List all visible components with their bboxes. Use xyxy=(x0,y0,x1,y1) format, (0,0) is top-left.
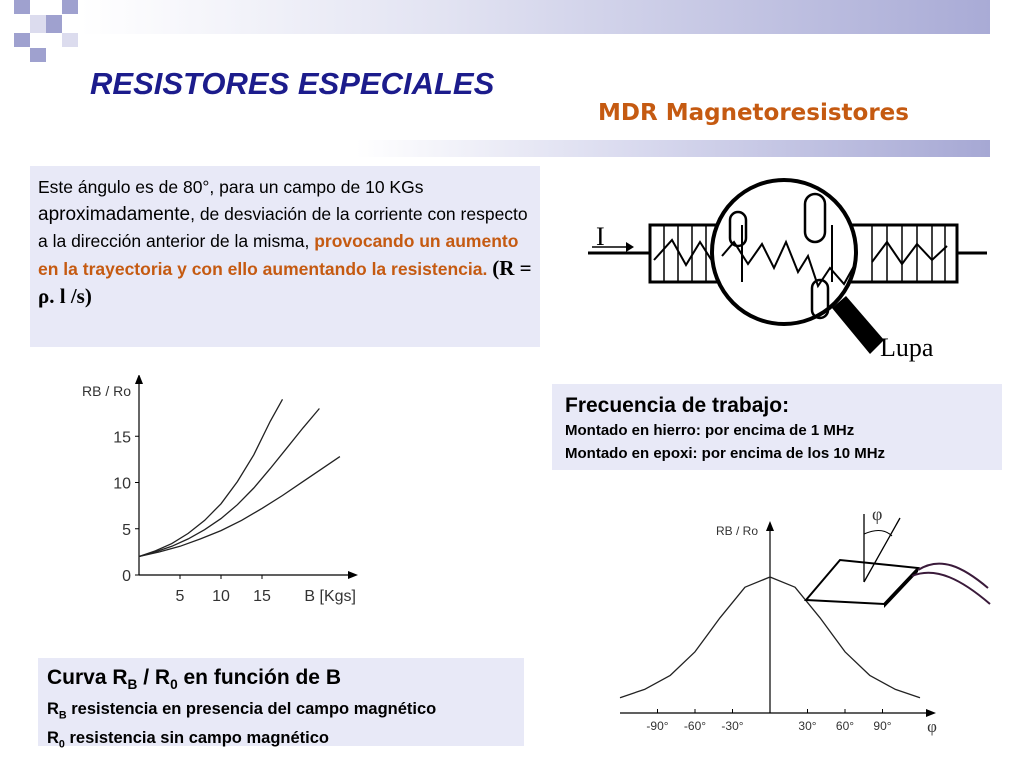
y-axis-arrow xyxy=(135,375,143,384)
current-label: I xyxy=(596,222,605,251)
magnetoresistor-diagram xyxy=(582,160,992,370)
x-axis-arrow xyxy=(348,571,358,579)
frequency-line-iron: Montado en hierro: por encima de 1 MHz xyxy=(565,422,855,439)
rb-vs-angle-chart xyxy=(600,500,1020,745)
curve-caption-heading: Curva $R_B / R_0$ en función de B xyxy=(47,666,341,693)
description-text-large: aproximadamente xyxy=(38,204,191,225)
series-line xyxy=(139,399,283,556)
x-tick-label: -60° xyxy=(683,719,707,733)
header-gradient-bar xyxy=(80,0,990,34)
curve-caption-box xyxy=(38,658,524,751)
frequency-box xyxy=(552,384,1002,470)
resistance-formula: (R = ρ. l /s) xyxy=(38,256,532,308)
series-line xyxy=(139,457,340,557)
corner-square xyxy=(14,33,30,47)
hall-plate xyxy=(806,560,918,604)
lead-wire xyxy=(918,564,988,588)
y-axis-arrow xyxy=(766,521,774,531)
rb-vs-b-chart xyxy=(60,375,370,615)
frequency-heading: Frecuencia de trabajo: xyxy=(565,394,790,417)
lens-label: Lupa xyxy=(880,333,934,362)
x-tick-label: 15 xyxy=(253,588,271,605)
magnifier-lens xyxy=(712,180,856,324)
slide-title: RESISTORES ESPECIALES xyxy=(90,66,495,101)
magnifier-icon xyxy=(832,296,884,354)
x-axis-label: φ xyxy=(927,717,937,736)
curve-caption-rb: $R_B$ resistencia en presencia del campo magnético xyxy=(47,700,437,722)
series-line xyxy=(139,409,319,557)
description-box xyxy=(30,166,540,347)
angle-arc xyxy=(864,530,892,536)
y-tick-label: 0 xyxy=(122,568,131,585)
corner-square xyxy=(14,0,30,14)
description-text: , de desviación de la corriente con respecto a la dirección anterior de la misma, xyxy=(38,204,528,251)
corner-square xyxy=(30,15,46,33)
corner-square xyxy=(62,33,78,47)
y-axis-label: RB / Ro xyxy=(715,524,758,538)
curve-caption-r0: $R_0$ resistencia sin campo magnético xyxy=(47,729,329,751)
x-tick-label: 90° xyxy=(873,719,892,733)
description-highlight: provocando un aumento en la trayectoria y con ello aumentando la resistencia. xyxy=(38,231,519,279)
x-tick-label: 10 xyxy=(212,588,230,605)
subtitle-gradient-bar xyxy=(356,140,990,157)
y-tick-label: 5 xyxy=(122,521,131,539)
y-axis-label: RB / Ro xyxy=(81,383,131,399)
frequency-line-epoxy: Montado en epoxi: por encima de los 10 MHz xyxy=(565,445,886,462)
corner-square xyxy=(62,0,78,14)
description-text: Este ángulo es de 80°, para un campo de 10 KGs xyxy=(38,177,424,197)
x-tick-label: -90° xyxy=(646,719,669,733)
y-tick-label: 15 xyxy=(113,429,131,447)
x-tick-label: 30° xyxy=(798,719,817,733)
corner-square xyxy=(46,15,62,33)
corner-square xyxy=(30,48,46,62)
y-tick-label: 10 xyxy=(113,475,131,493)
x-axis-arrow xyxy=(926,709,936,717)
x-tick-label: 5 xyxy=(175,588,185,605)
angle-label: φ xyxy=(872,504,883,524)
slide-subtitle: MDR Magnetoresistores xyxy=(598,100,909,126)
x-tick-label: -30° xyxy=(721,719,744,733)
x-tick-label: 60° xyxy=(835,719,855,733)
lead-wire xyxy=(912,573,990,604)
x-axis-label: B [Kgs] xyxy=(304,588,356,605)
